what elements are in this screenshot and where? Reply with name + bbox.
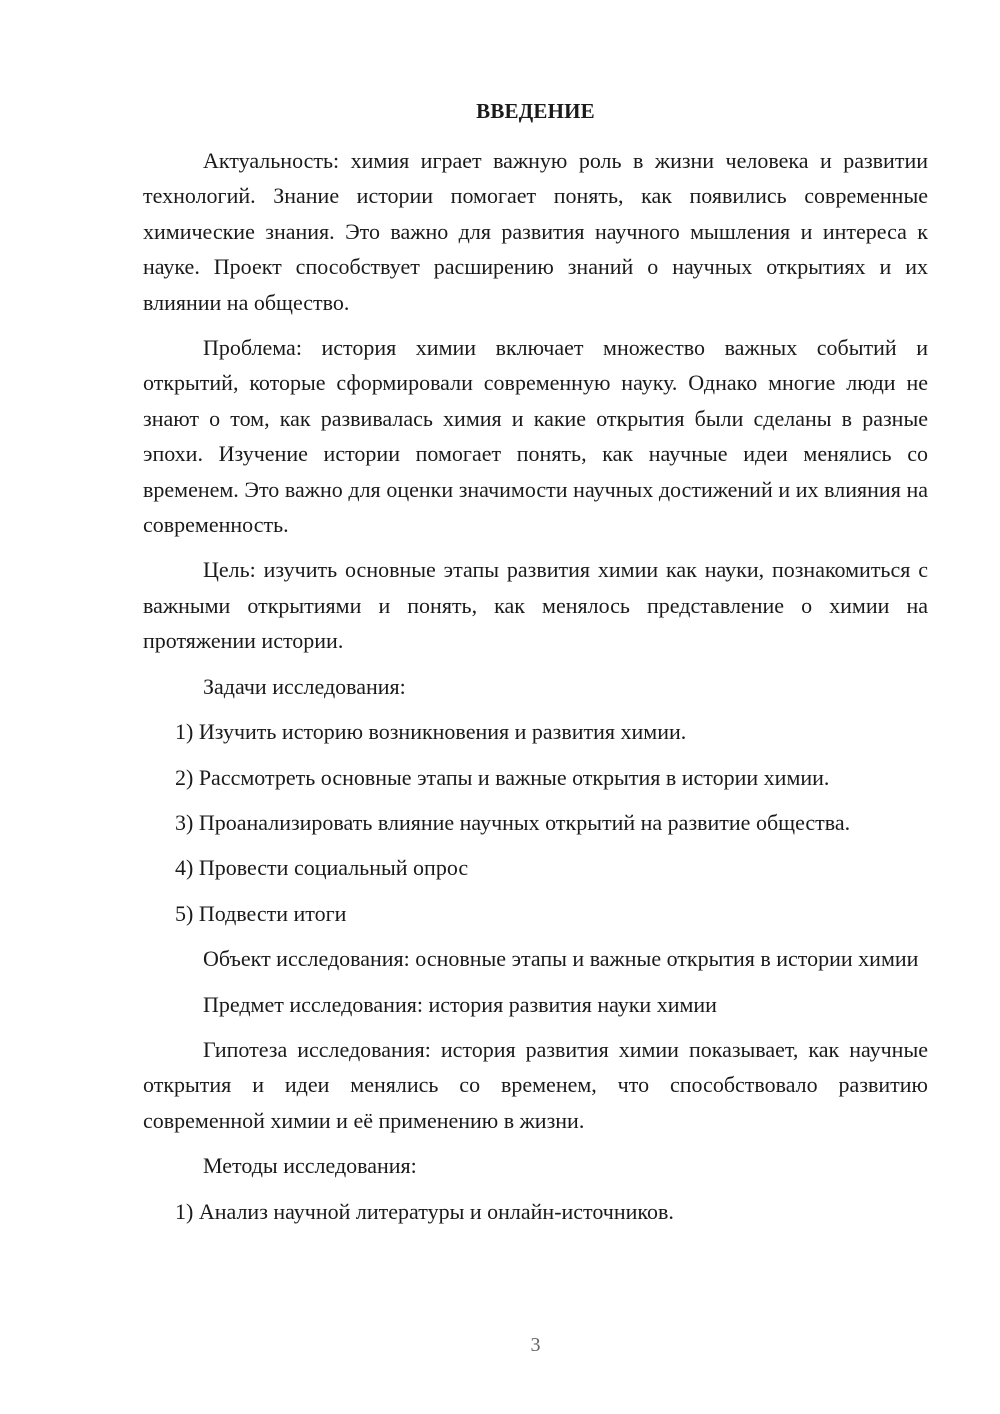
paragraph-problem: Проблема: история химии включает множество важных событий и открытий, которые сформировали современную науку. Однако многие люди не знают о том, как развивалась химия и какие открытия были сделаны в разные эпохи. Изучение истории помогает понять, как научные идеи менялись со временем. Это важно для оценки значимости научных достижений и их влияния на современность.: [143, 335, 928, 538]
task-item-3: 3) Проанализировать влияние научных открытий на развитие общества.: [175, 809, 851, 835]
task-item-5: 5) Подвести итоги: [175, 900, 347, 926]
paragraph-tasks-heading: Задачи исследования:: [203, 673, 406, 699]
paragraph-goal: Цель: изучить основные этапы развития химии как науки, познакомиться с важными открытиями и понять, как менялось представление о химии на протяжении истории.: [143, 557, 928, 654]
paragraph-object: Объект исследования: основные этапы и важные открытия в истории химии: [203, 946, 919, 972]
document-body: [143, 143, 928, 1239]
method-item-1: 1) Анализ научной литературы и онлайн-источников.: [175, 1198, 674, 1224]
page-title: ВВЕДЕНИЕ: [476, 99, 595, 123]
paragraph-subject: Предмет исследования: история развития науки химии: [203, 991, 717, 1017]
paragraph-hypothesis: Гипотеза исследования: история развития химии показывает, как научные открытия и идеи менялись со временем, что способствовало развитию современной химии и её применению в жизни.: [143, 1036, 928, 1133]
task-item-2: 2) Рассмотреть основные этапы и важные открытия в истории химии.: [175, 764, 830, 790]
task-item-1: 1) Изучить историю возникновения и развития химии.: [175, 719, 687, 745]
task-item-4: 4) Провести социальный опрос: [175, 855, 469, 881]
paragraph-methods-heading: Методы исследования:: [203, 1153, 417, 1179]
paragraph-relevance: Актуальность: химия играет важную роль в жизни человека и развитии технологий. Знание истории помогает понять, как появились современные химические знания. Это важно для развития научного мышления и интереса к науке. Проект способствует расширению знаний о научных открытиях и их влиянии на общество.: [143, 148, 928, 315]
page-number: 3: [530, 1334, 541, 1356]
